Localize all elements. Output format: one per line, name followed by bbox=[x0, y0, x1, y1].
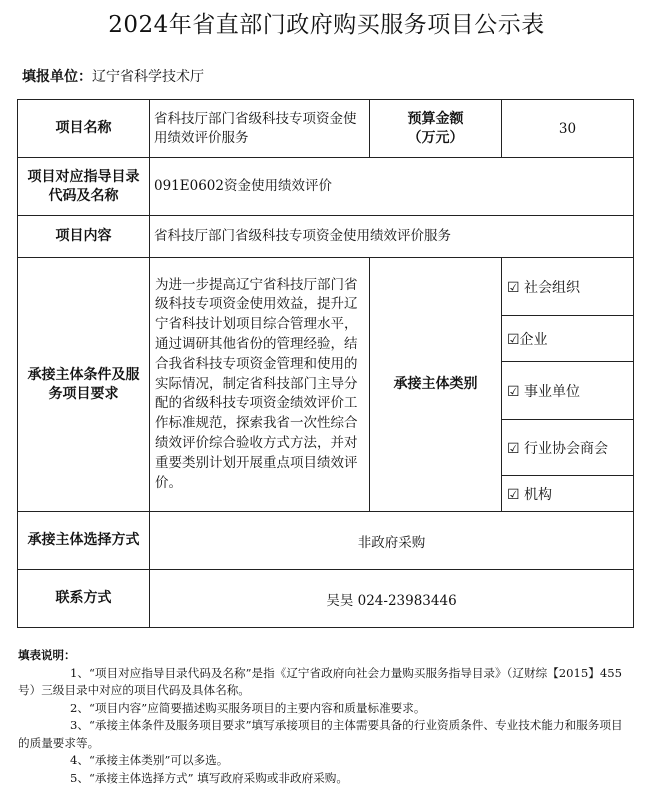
table-row bbox=[18, 216, 634, 258]
content-value: 省科技厅部门省级科技专项资金使用绩效评价服务 bbox=[150, 216, 634, 258]
note-item: 3、“承接主体条件及服务项目要求”填写承接项目的主体需要具备的行业资质条件、专业技术能力和服务项目的质量要求等。 bbox=[18, 717, 634, 752]
requirements-value: 为进一步提高辽宁省科技厅部门省级科技专项资金使用效益，提升辽宁省科技计划项目综合管理水平，通过调研其他省份的管理经验，结合我省科技专项资金管理和使用的实际情况，制定省科技部门主导分配的省级科技专项资金绩效评价工作标准规范，探索我省一次性综合绩效评价综合验收方式方法，并对重要类别计划开展重点项目绩效评价。 bbox=[150, 258, 370, 512]
entity-type-option: ☑企业 bbox=[502, 316, 634, 362]
table-row bbox=[18, 158, 634, 216]
entity-type-label: 承接主体类别 bbox=[370, 258, 502, 512]
notes-heading: 填表说明： bbox=[18, 647, 634, 665]
project-name-label: 项目名称 bbox=[18, 100, 150, 158]
table-row bbox=[18, 512, 634, 570]
project-table bbox=[17, 99, 634, 628]
table-row bbox=[18, 258, 634, 316]
page-title: 2024年省直部门政府购买服务项目公示表 bbox=[0, 6, 653, 39]
contact-label: 联系方式 bbox=[18, 570, 150, 628]
content-label: 项目内容 bbox=[18, 216, 150, 258]
budget-label bbox=[370, 100, 502, 158]
note-item: 2、“项目内容”应简要描述购买服务项目的主要内容和质量标准要求。 bbox=[18, 700, 634, 718]
entity-type-option: ☑ 行业协会商会 bbox=[502, 420, 634, 476]
note-item: 1、“项目对应指导目录代码及名称”是指《辽宁省政府向社会力量购买服务指导目录》（辽财综【2015】455号）三级目录中对应的项目代码及具体名称。 bbox=[18, 665, 634, 700]
entity-type-option: ☑ 事业单位 bbox=[502, 362, 634, 420]
catalog-value: 091E0602资金使用绩效评价 bbox=[150, 158, 634, 216]
reporting-unit-value: 辽宁省科学技术厅 bbox=[92, 69, 204, 85]
entity-type-option: ☑ 机构 bbox=[502, 476, 634, 512]
table-row bbox=[18, 100, 634, 158]
requirements-label: 承接主体条件及服务项目要求 bbox=[18, 258, 150, 512]
contact-value: 吴昊 024-23983446 bbox=[150, 570, 634, 628]
table-row bbox=[18, 570, 634, 628]
reporting-unit bbox=[22, 66, 204, 86]
filling-notes bbox=[18, 647, 634, 787]
selection-value: 非政府采购 bbox=[150, 512, 634, 570]
budget-value: 30 bbox=[502, 100, 634, 158]
selection-label: 承接主体选择方式 bbox=[18, 512, 150, 570]
project-name-value: 省科技厅部门省级科技专项资金使用绩效评价服务 bbox=[150, 100, 370, 158]
catalog-label: 项目对应指导目录代码及名称 bbox=[18, 158, 150, 216]
entity-type-option: ☑ 社会组织 bbox=[502, 258, 634, 316]
note-item: 5、“承接主体选择方式” 填写政府采购或非政府采购。 bbox=[18, 770, 634, 787]
reporting-unit-label: 填报单位： bbox=[22, 69, 92, 85]
budget-label-line2: （万元） bbox=[374, 129, 497, 148]
note-item: 4、“承接主体类别”可以多选。 bbox=[18, 752, 634, 770]
budget-label-line1: 预算金额 bbox=[374, 110, 497, 129]
